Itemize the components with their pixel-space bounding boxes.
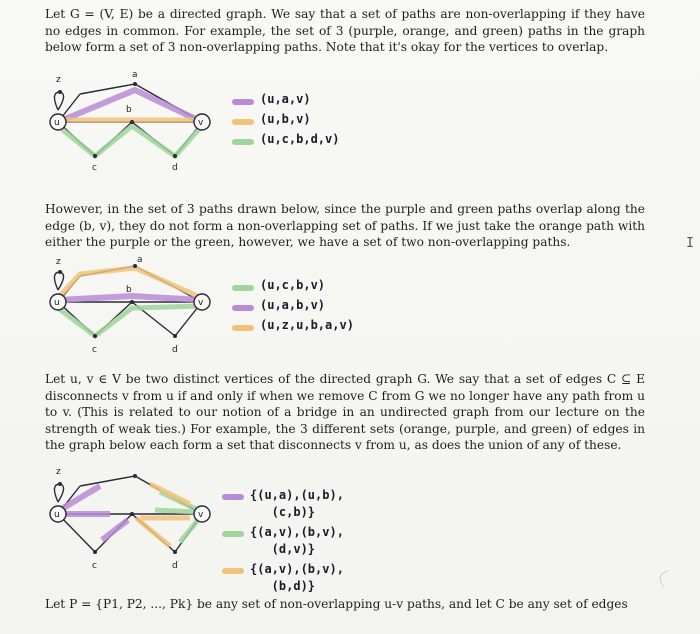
legend-1-green-text: (u,c,b,d,v) bbox=[260, 132, 340, 146]
node-c-label: c bbox=[92, 561, 97, 571]
graph-3-edges bbox=[54, 476, 202, 552]
green-swatch bbox=[232, 285, 254, 291]
node-b-label: b bbox=[126, 105, 132, 115]
node-d-label: d bbox=[172, 163, 178, 172]
node-a bbox=[133, 474, 137, 478]
node-d bbox=[173, 550, 177, 554]
legend-2-purple-text: (u,a,b,v) bbox=[260, 298, 326, 312]
graph-2-edges bbox=[54, 266, 202, 336]
node-a bbox=[133, 82, 137, 86]
node-c bbox=[93, 154, 97, 158]
node-d-label: d bbox=[172, 345, 178, 355]
node-v-label: v bbox=[198, 118, 204, 128]
orange-swatch bbox=[232, 325, 254, 331]
legend-3-green-text: {(a,v),(b,v), (d,v)} bbox=[250, 525, 344, 556]
node-c bbox=[93, 550, 97, 554]
node-z-label: z bbox=[56, 75, 61, 85]
node-u-label: u bbox=[54, 118, 60, 128]
legend-1-orange-text: (u,b,v) bbox=[260, 112, 311, 126]
legend-2-green-text: (u,c,b,v) bbox=[260, 278, 326, 292]
purple-swatch bbox=[232, 305, 254, 311]
orange-swatch bbox=[232, 119, 254, 125]
node-a-label: a bbox=[137, 256, 143, 265]
node-v-label: v bbox=[198, 298, 204, 308]
legend-3-orange-text: {(a,v),(b,v), (b,d)} bbox=[250, 562, 344, 593]
graph-figure-3 bbox=[40, 462, 230, 580]
node-b bbox=[130, 300, 134, 304]
node-d-label: d bbox=[172, 561, 178, 571]
page-mark bbox=[657, 570, 675, 588]
graph-1-edges bbox=[54, 84, 202, 156]
purple-swatch bbox=[232, 99, 254, 105]
node-z-label: z bbox=[56, 467, 61, 477]
node-c-label: c bbox=[92, 163, 97, 172]
legend-3-purple-text: {(u,a),(u,b), (c,b)} bbox=[250, 488, 344, 519]
node-z bbox=[58, 90, 62, 94]
graph-figure-2 bbox=[40, 256, 230, 356]
node-d bbox=[173, 334, 177, 338]
legend-1-purple-text: (u,a,v) bbox=[260, 92, 311, 106]
node-v-label: v bbox=[198, 510, 204, 520]
text-cursor-icon: I bbox=[686, 236, 694, 251]
graph-figure-1 bbox=[40, 72, 230, 172]
node-b bbox=[130, 120, 134, 124]
node-a-label: a bbox=[132, 72, 138, 80]
node-z bbox=[58, 270, 62, 274]
node-b-label: b bbox=[126, 285, 132, 295]
node-u-label: u bbox=[54, 510, 60, 520]
node-z-label: z bbox=[56, 257, 61, 267]
paragraph-disconnect-definition: Let u, v ∈ V be two distinct vertices of the directed graph G. We say that a set of edges C ⊆ E disconnects v from u if and only if when we remove C from G we no longer have any path from u to v. (This is related to our notion of a bridge in an undirected graph from our lecture on the strength of weak ties.) For example, the 3 different sets (orange, purple, and green) of edges in the graph below each form a set that disconnects v from u, as does the union of any of these. bbox=[45, 372, 645, 452]
paragraph-overlap-example: However, in the set of 3 paths drawn below, since the purple and green paths overlap along the edge (b, v), they do not form a non-overlapping set of paths. If we just take the orange path with either the purple or the green, however, we have a set of two non-overlapping paths. bbox=[45, 202, 645, 249]
node-z bbox=[58, 482, 62, 486]
node-c-label: c bbox=[92, 345, 97, 355]
purple-swatch bbox=[222, 494, 244, 500]
green-swatch bbox=[232, 139, 254, 145]
paragraph-paths-and-edges: Let P = {P1, P2, ..., Pk} be any set of non-overlapping u-v paths, and let C be any set of edges bbox=[45, 597, 628, 611]
node-d bbox=[173, 154, 177, 158]
orange-swatch bbox=[222, 568, 244, 574]
legend-2-orange-text: (u,z,u,b,a,v) bbox=[260, 318, 354, 332]
paragraph-non-overlapping-definition: Let G = (V, E) be a directed graph. We say that a set of paths are non-overlapping if they have no edges in common. For example, the set of 3 (purple, orange, and green) paths in the graph below form a set of 3 non-overlapping paths. Note that it's okay for the vertices to overlap. bbox=[45, 7, 645, 54]
green-swatch bbox=[222, 531, 244, 537]
node-b bbox=[130, 512, 134, 516]
node-u-label: u bbox=[54, 298, 60, 308]
node-c bbox=[93, 334, 97, 338]
